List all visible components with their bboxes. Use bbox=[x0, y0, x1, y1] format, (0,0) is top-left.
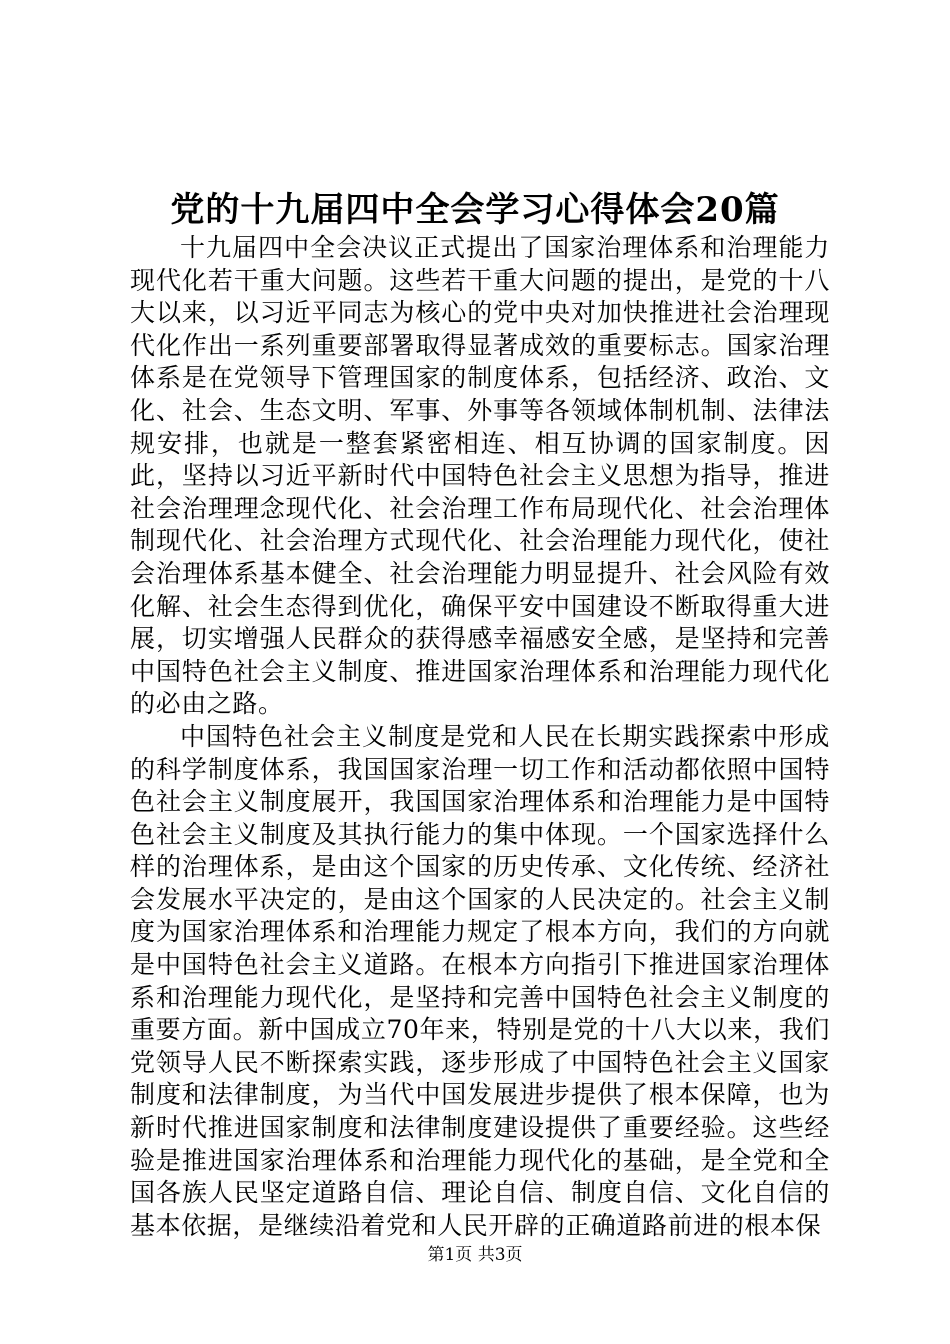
page-number-footer: 第1页 共3页 bbox=[427, 1245, 523, 1265]
paragraph-2: 中国特色社会主义制度是党和人民在长期实践探索中形成的科学制度体系，我国国家治理一切工作和活动都依照中国特色社会主义制度展开，我国国家治理体系和治理能力是中国特色社会主义制度及其执行能力的集中体现。一个国家选择什么样的治理体系，是由这个国家的历史传承、文化传统、经济社会发展水平决定的，是由这个国家的人民决定的。社会主义制度为国家治理体系和治理能力规定了根本方向，我们的方向就是中国特色社会主义道路。在根本方向指引下推进国家治理体系和治理能力现代化，是坚持和完善中国特色社会主义制度的重要方面。新中国成立70年来，特别是党的十八大以来，我们党领导人民不断探索实践，逐步形成了中国特色社会主义国家制度和法律制度，为当代中国发展进步提供了根本保障，也为新时代推进国家制度和法律制度建设提供了重要经验。这些经验是推进国家治理体系和治理能力现代化的基础，是全党和全国各族人民坚定道路自信、理论自信、制度自信、文化自信的基本依据，是继续沿着党和人民开辟的正确道路前进的根本保 bbox=[130, 721, 830, 1240]
document-title: 党的十九届四中全会学习心得体会20篇 bbox=[170, 190, 780, 230]
paragraph-1: 十九届四中全会决议正式提出了国家治理体系和治理能力现代化若干重大问题。这些若干重大问题的提出，是党的十八大以来，以习近平同志为核心的党中央对加快推进社会治理现代化作出一系列重要部署取得显著成效的重要标志。国家治理体系是在党领导下管理国家的制度体系，包括经济、政治、文化、社会、生态文明、军事、外事等各领域体制机制、法律法规安排，也就是一整套紧密相连、相互协调的国家制度。因此，坚持以习近平新时代中国特色社会主义思想为指导，推进社会治理理念现代化、社会治理工作布局现代化、社会治理体制现代化、社会治理方式现代化、社会治理能力现代化，使社会治理体系基本健全、社会治理能力明显提升、社会风险有效化解、社会生态得到优化，确保平安中国建设不断取得重大进展，切实增强人民群众的获得感幸福感安全感，是坚持和完善中国特色社会主义制度、推进国家治理体系和治理能力现代化的必由之路。 bbox=[130, 233, 830, 719]
document-body bbox=[130, 232, 830, 1242]
